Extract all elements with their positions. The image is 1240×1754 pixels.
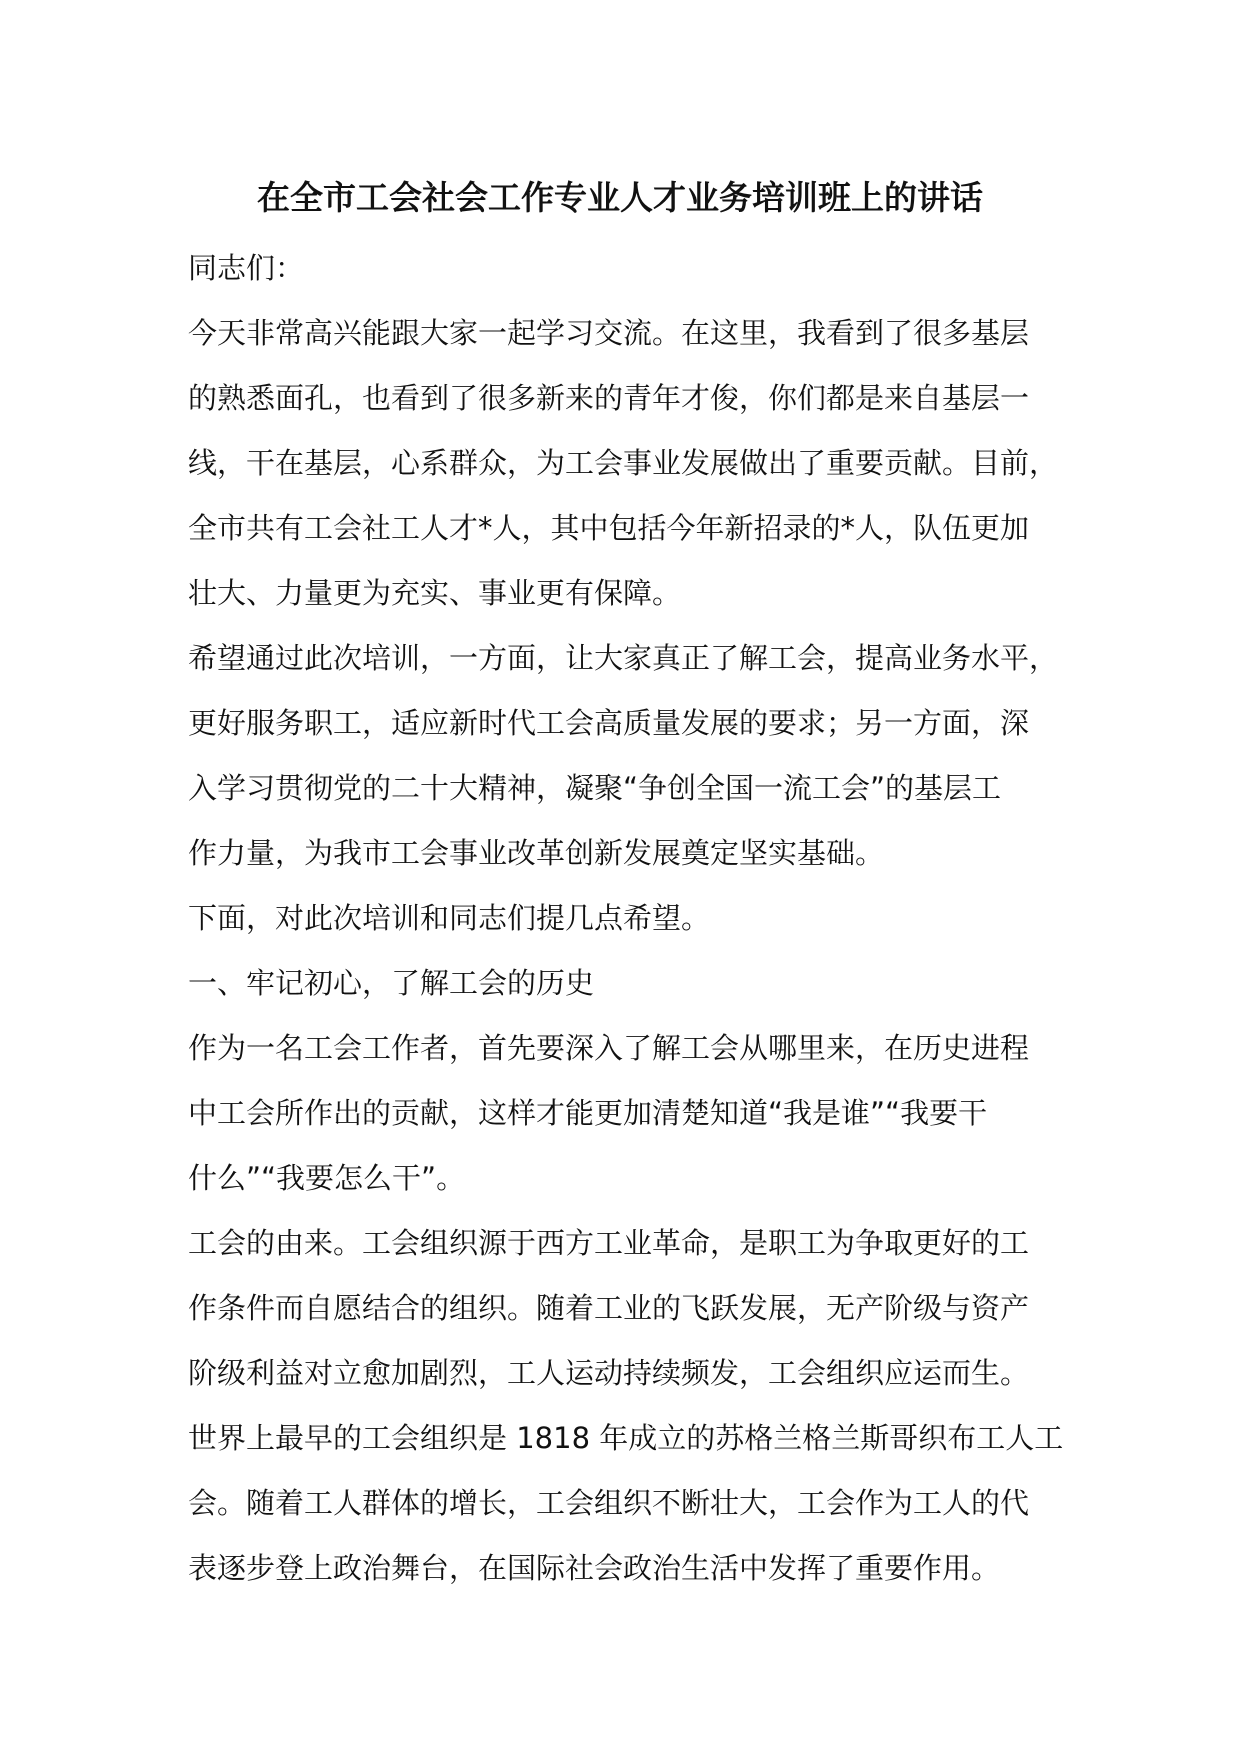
text-line: 什么”“我要怎么干”。 xyxy=(188,1161,466,1195)
text-line: 作条件而自愿结合的组织。随着工业的飞跃发展，无产阶级与资产 xyxy=(188,1291,1030,1325)
text-line: 的熟悉面孔，也看到了很多新来的青年才俊，你们都是来自基层一 xyxy=(188,381,1030,415)
text-line: 全市共有工会社工人才*人，其中包括今年新招录的*人，队伍更加 xyxy=(188,511,1030,545)
text-line: 中工会所作出的贡献，这样才能更加清楚知道“我是谁”“我要干 xyxy=(188,1096,988,1130)
text-line: 阶级利益对立愈加剧烈，工人运动持续频发，工会组织应运而生。 xyxy=(188,1356,1030,1390)
text-line: 会。随着工人群体的增长，工会组织不断壮大，工会作为工人的代 xyxy=(188,1486,1030,1520)
document-body xyxy=(188,236,1088,1601)
text-line: 更好服务职工，适应新时代工会高质量发展的要求；另一方面，深 xyxy=(188,706,1030,740)
document-title: 在全市工会社会工作专业人才业务培训班上的讲话 xyxy=(257,178,983,217)
text-line: 工会的由来。工会组织源于西方工业革命，是职工为争取更好的工 xyxy=(188,1226,1030,1260)
text-line: 世界上最早的工会组织是 1818 年成立的苏格兰格兰斯哥织布工人工 xyxy=(188,1421,1064,1455)
text-line: 下面，对此次培训和同志们提几点希望。 xyxy=(188,901,711,935)
text-line: 壮大、力量更为充实、事业更有保障。 xyxy=(188,576,682,610)
text-line: 希望通过此次培训，一方面，让大家真正了解工会，提高业务水平， xyxy=(188,641,1059,675)
text-line: 作为一名工会工作者，首先要深入了解工会从哪里来，在历史进程 xyxy=(188,1031,1030,1065)
text-line-salutation: 同志们： xyxy=(188,251,305,285)
text-line: 线，干在基层，心系群众，为工会事业发展做出了重要贡献。目前， xyxy=(188,446,1059,480)
text-line: 入学习贯彻党的二十大精神，凝聚“争创全国一流工会”的基层工 xyxy=(188,771,1002,805)
text-line: 作力量，为我市工会事业改革创新发展奠定坚实基础。 xyxy=(188,836,885,870)
text-line: 表逐步登上政治舞台，在国际社会政治生活中发挥了重要作用。 xyxy=(188,1551,1001,1585)
text-line: 今天非常高兴能跟大家一起学习交流。在这里，我看到了很多基层 xyxy=(188,316,1030,350)
section-heading: 一、牢记初心，了解工会的历史 xyxy=(188,966,595,1000)
